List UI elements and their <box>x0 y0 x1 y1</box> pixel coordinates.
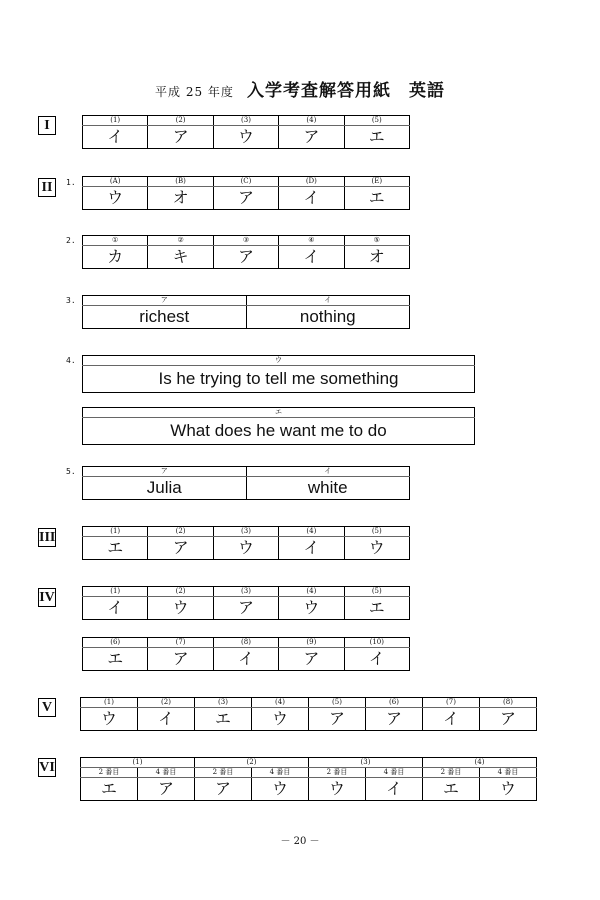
answer-cell: イ <box>83 597 148 620</box>
answer-cell: nothing <box>246 306 410 329</box>
position-label: 4 番目 <box>480 768 537 778</box>
answer-cell: ア <box>213 597 278 620</box>
section-5-table <box>80 697 537 731</box>
answer-label: (10) <box>344 638 409 648</box>
answer-label: (7) <box>148 638 213 648</box>
answer-cell: イ <box>138 708 195 731</box>
answer-label: (A) <box>83 177 148 187</box>
answer-label: (1) <box>83 116 148 126</box>
position-label: 2 番目 <box>81 768 138 778</box>
answer-label: (B) <box>148 177 213 187</box>
position-label: 2 番目 <box>309 768 366 778</box>
answer-cell: ウ <box>252 778 309 801</box>
answer-cell: ア <box>195 778 252 801</box>
answer-cell: ア <box>138 778 195 801</box>
answer-cell: イ <box>83 126 148 149</box>
answer-cell: エ <box>81 778 138 801</box>
section-6-number: VI <box>39 760 55 775</box>
exam-year: 平成 25 年度 <box>155 85 234 99</box>
answer-label: (D) <box>279 177 344 187</box>
section-2-number: II <box>38 178 56 197</box>
answer-cell: ウ <box>213 126 278 149</box>
answer-cell: イ <box>213 648 278 671</box>
question-number: 1. <box>66 178 76 187</box>
answer-cell: ア <box>480 708 537 731</box>
answer-label: (4) <box>279 116 344 126</box>
answer-cell: ウ <box>309 778 366 801</box>
answer-label: (8) <box>213 638 278 648</box>
answer-label: (E) <box>344 177 409 187</box>
answer-cell: エ <box>344 187 409 210</box>
answer-label: ア <box>83 467 247 477</box>
section-5-number: V <box>38 698 56 717</box>
position-label: 4 番目 <box>366 768 423 778</box>
answer-cell: ア <box>279 126 344 149</box>
answer-label: (3) <box>213 527 278 537</box>
answer-label: (4) <box>279 587 344 597</box>
exam-title: 入学考査解答用紙 英語 <box>247 81 445 101</box>
answer-cell: イ <box>423 708 480 731</box>
answer-cell: エ <box>344 126 409 149</box>
section-1-number: I <box>38 116 56 135</box>
position-label: 4 番目 <box>138 768 195 778</box>
group-label: (1) <box>81 758 195 768</box>
section-2-q2-table <box>82 235 410 269</box>
answer-label: ア <box>83 296 247 306</box>
position-label: 2 番目 <box>195 768 252 778</box>
answer-label: ④ <box>279 236 344 246</box>
answer-cell: ウ <box>252 708 309 731</box>
answer-cell: ア <box>213 187 278 210</box>
answer-label: ② <box>148 236 213 246</box>
answer-cell: エ <box>83 537 148 560</box>
answer-label: エ <box>83 408 475 418</box>
answer-cell: イ <box>366 778 423 801</box>
answer-label: (6) <box>83 638 148 648</box>
answer-label: (5) <box>309 698 366 708</box>
section-2-q4-u-table <box>82 355 475 393</box>
group-label: (3) <box>309 758 423 768</box>
group-label: (2) <box>195 758 309 768</box>
answer-label: (1) <box>83 527 148 537</box>
answer-cell: カ <box>83 246 148 269</box>
answer-cell: オ <box>148 187 213 210</box>
answer-cell: ウ <box>480 778 537 801</box>
question-number: 5. <box>66 467 76 476</box>
answer-label: (5) <box>344 587 409 597</box>
section-3-table <box>82 526 410 560</box>
answer-cell: What does he want me to do <box>83 418 475 445</box>
position-label: 4 番目 <box>252 768 309 778</box>
section-3-number: III <box>39 530 56 545</box>
answer-cell: Is he trying to tell me something <box>83 366 475 393</box>
section-2-q1-table <box>82 176 410 210</box>
answer-cell: ア <box>213 246 278 269</box>
group-label: (4) <box>423 758 537 768</box>
answer-label: (3) <box>213 587 278 597</box>
page-number: － 20 － <box>280 836 320 847</box>
answer-cell: エ <box>195 708 252 731</box>
answer-cell: ウ <box>213 537 278 560</box>
answer-cell: white <box>246 477 410 500</box>
answer-label: (5) <box>344 527 409 537</box>
answer-cell: エ <box>344 597 409 620</box>
answer-cell: richest <box>83 306 247 329</box>
answer-label: (3) <box>213 116 278 126</box>
section-1-table <box>82 115 410 149</box>
answer-cell: キ <box>148 246 213 269</box>
answer-cell: イ <box>344 648 409 671</box>
answer-label: (3) <box>195 698 252 708</box>
answer-label: (8) <box>480 698 537 708</box>
question-number: 3. <box>66 296 76 305</box>
section-2-q5-table <box>82 466 410 500</box>
answer-cell: ア <box>148 537 213 560</box>
question-number: 4. <box>66 356 76 365</box>
answer-label: (5) <box>344 116 409 126</box>
section-2-q4-e-table <box>82 407 475 445</box>
answer-label: (6) <box>366 698 423 708</box>
answer-cell: ア <box>366 708 423 731</box>
answer-cell: ウ <box>83 187 148 210</box>
answer-label: (1) <box>83 587 148 597</box>
answer-label: (1) <box>81 698 138 708</box>
section-2-q3-table <box>82 295 410 329</box>
answer-cell: イ <box>279 187 344 210</box>
answer-cell: ア <box>309 708 366 731</box>
answer-cell: ア <box>148 126 213 149</box>
position-label: 2 番目 <box>423 768 480 778</box>
answer-label: ① <box>83 236 148 246</box>
section-6-table <box>80 757 537 801</box>
question-number: 2. <box>66 236 76 245</box>
answer-label: ウ <box>83 356 475 366</box>
answer-label: イ <box>246 467 410 477</box>
answer-cell: Julia <box>83 477 247 500</box>
answer-cell: エ <box>83 648 148 671</box>
answer-cell: エ <box>423 778 480 801</box>
answer-label: (4) <box>252 698 309 708</box>
answer-cell: ア <box>148 648 213 671</box>
answer-cell: ウ <box>81 708 138 731</box>
answer-label: (4) <box>279 527 344 537</box>
page-title <box>0 76 600 101</box>
answer-cell: イ <box>279 246 344 269</box>
section-4-table-1 <box>82 586 410 620</box>
answer-label: (2) <box>148 116 213 126</box>
answer-label: (2) <box>148 587 213 597</box>
answer-cell: イ <box>279 537 344 560</box>
answer-label: (C) <box>213 177 278 187</box>
answer-label: (2) <box>148 527 213 537</box>
answer-label: ⑤ <box>344 236 409 246</box>
answer-cell: ア <box>279 648 344 671</box>
answer-cell: ウ <box>148 597 213 620</box>
answer-label: (9) <box>279 638 344 648</box>
answer-cell: ウ <box>279 597 344 620</box>
answer-label: ③ <box>213 236 278 246</box>
answer-label: (2) <box>138 698 195 708</box>
answer-label: (7) <box>423 698 480 708</box>
section-4-number: IV <box>39 590 55 605</box>
answer-label: イ <box>246 296 410 306</box>
answer-cell: ウ <box>344 537 409 560</box>
section-4-table-2 <box>82 637 410 671</box>
answer-cell: オ <box>344 246 409 269</box>
